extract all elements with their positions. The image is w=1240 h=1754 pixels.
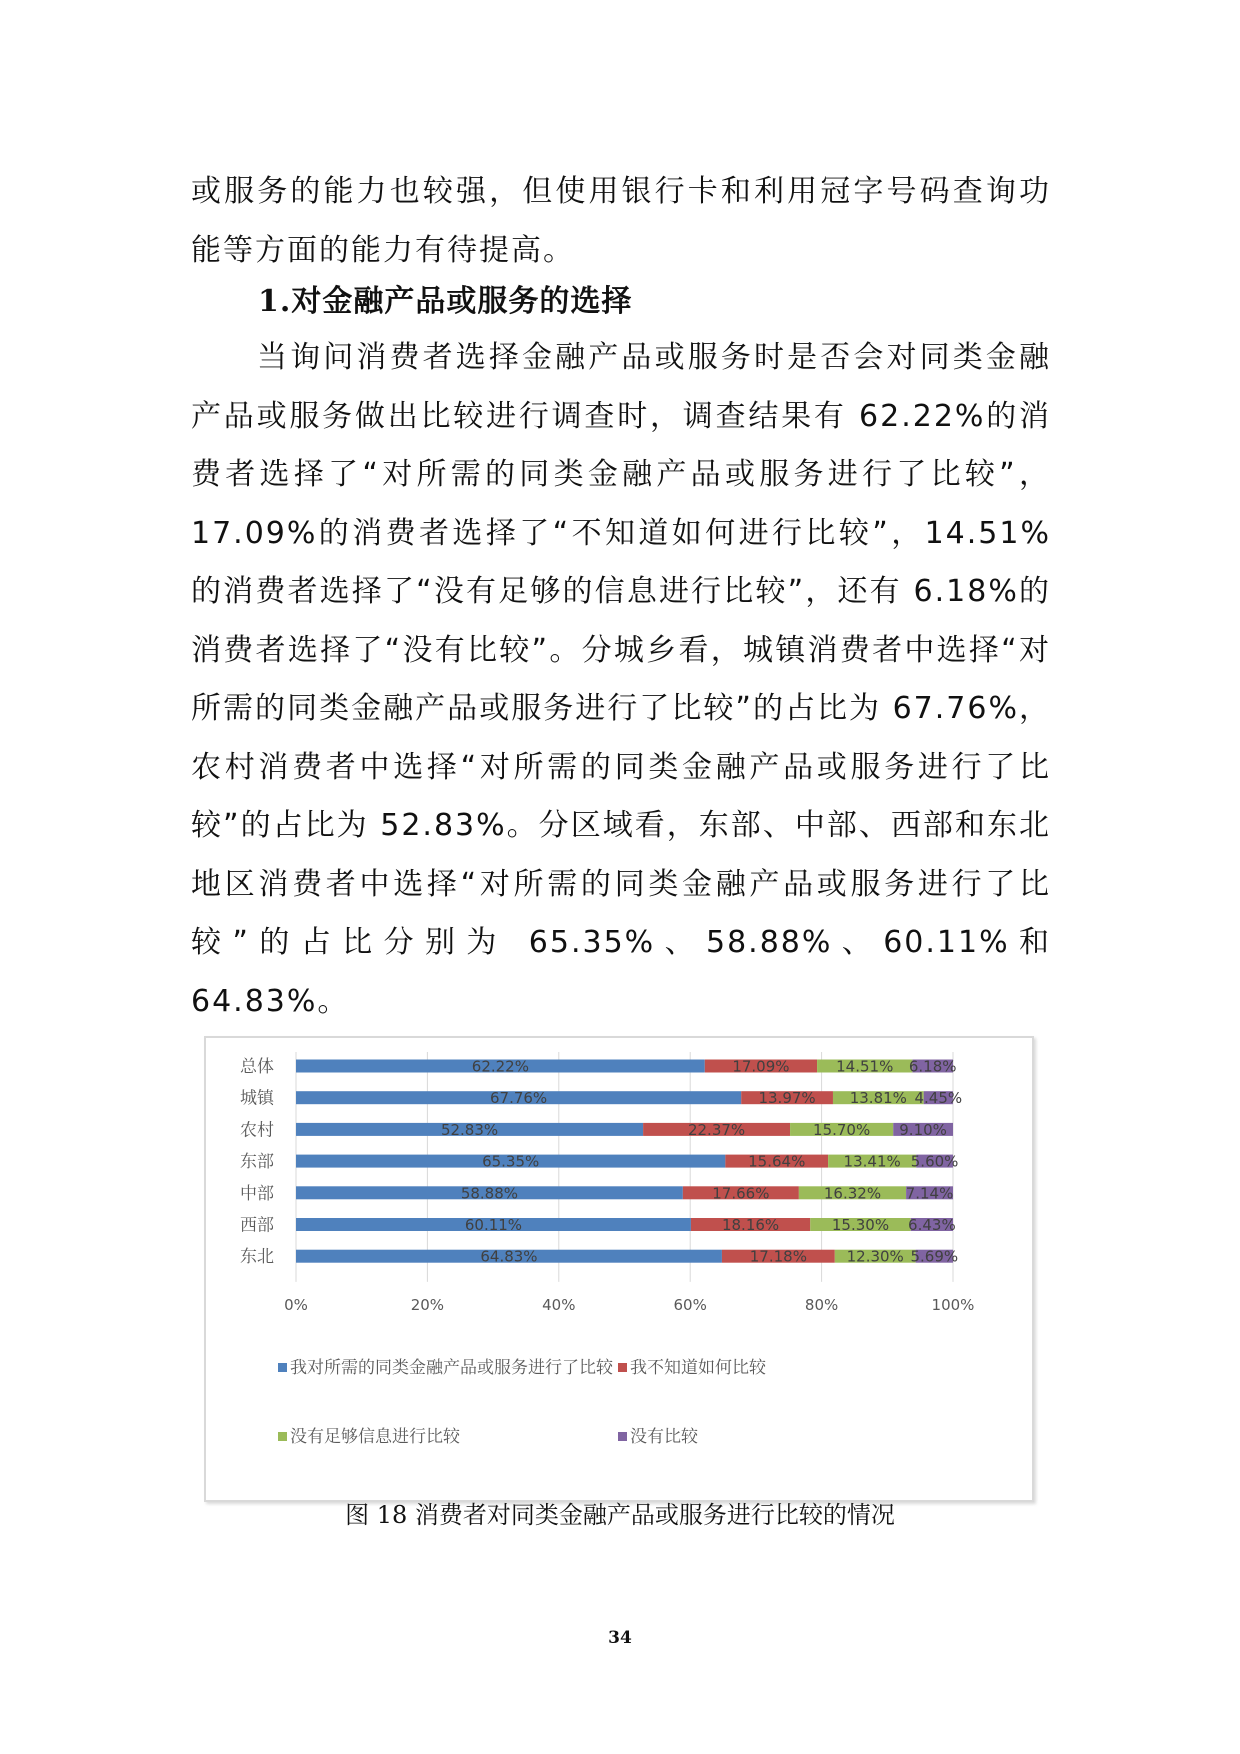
data-label: 16.32% — [823, 1184, 882, 1203]
data-label: 64.83% — [480, 1247, 538, 1266]
category-label: 东北 — [240, 1247, 274, 1268]
legend-label: 没有足够信息进行比较 — [290, 1427, 460, 1447]
chart-figure — [204, 1036, 1034, 1502]
legend-swatch — [278, 1432, 287, 1441]
legend-swatch — [278, 1363, 287, 1372]
data-label: 6.43% — [908, 1216, 956, 1234]
data-label: 22.37% — [687, 1120, 746, 1139]
category-label: 西部 — [240, 1215, 274, 1236]
x-tick-label: 60% — [673, 1295, 707, 1314]
data-label: 17.18% — [749, 1247, 807, 1266]
category-label: 总体 — [240, 1057, 274, 1077]
data-label: 18.16% — [721, 1216, 780, 1234]
data-label: 14.51% — [836, 1057, 894, 1076]
legend-label: 我不知道如何比较 — [630, 1358, 766, 1378]
data-label: 52.83% — [440, 1120, 499, 1139]
category-label: 农村 — [240, 1120, 274, 1141]
data-label: 12.30% — [846, 1247, 904, 1266]
page-number: 34 — [608, 1628, 632, 1648]
data-label: 13.81% — [849, 1089, 907, 1108]
data-label: 65.35% — [482, 1152, 540, 1171]
data-label: 13.41% — [843, 1152, 901, 1171]
stacked-bar-chart — [206, 1038, 1032, 1500]
data-label: 62.22% — [471, 1057, 529, 1076]
data-label: 17.66% — [712, 1184, 770, 1203]
x-tick-label: 20% — [410, 1295, 445, 1314]
legend-swatch — [618, 1363, 627, 1372]
data-label: 5.69% — [910, 1247, 959, 1266]
data-label: 15.70% — [813, 1120, 871, 1139]
data-label: 17.09% — [732, 1057, 790, 1076]
figure-caption — [0, 1497, 1240, 1533]
section-heading: 1.对金融产品或服务的选择 — [258, 284, 633, 319]
body-paragraph: 当询问消费者选择金融产品或服务时是否会对同类金融产品或服务做出比较进行调查时，调查结果有 62.22%的消费者选择了“对所需的同类金融产品或服务进行了比较”，17.09%的消费者选择了“不知道如何进行比较”，14.51%的消费者选择了“没有足够的信息进行比较”，还有 6.18%的消费者选择了“没有比较”。分城乡看，城镇消费者中选择“对所需的同类金融产品或服务进行了比较”的占比为 67.76%，农村消费者中选择“对所需的同类金融产品或服务进行了比较”的占比为 52.83%。分区域看，东部、中部、西部和东北地区消费者中选择“对所需的同类金融产品或服务进行了比较”的占比分别为 65.35%、58.88%、60.11%和 64.83%。 — [191, 340, 1051, 1019]
data-label: 13.97% — [758, 1089, 816, 1108]
figure-title: 消费者对同类金融产品或服务进行比较的情况 — [414, 1501, 895, 1529]
data-label: 7.14% — [905, 1184, 954, 1203]
x-tick-label: 100% — [931, 1295, 975, 1314]
data-label: 5.60% — [910, 1152, 959, 1171]
figure-number: 图 18 — [345, 1501, 408, 1529]
data-label: 4.45% — [914, 1089, 963, 1108]
data-label: 60.11% — [464, 1216, 523, 1234]
x-tick-label: 0% — [284, 1295, 308, 1314]
legend-label: 我对所需的同类金融产品或服务进行了比较 — [290, 1358, 613, 1378]
data-label: 6.18% — [908, 1057, 957, 1076]
data-label: 67.76% — [489, 1089, 548, 1108]
data-label: 15.30% — [831, 1216, 890, 1234]
data-label: 9.10% — [899, 1120, 947, 1139]
legend-swatch — [618, 1432, 627, 1441]
category-label: 城镇 — [240, 1088, 274, 1109]
x-tick-label: 80% — [804, 1295, 839, 1314]
category-label: 中部 — [240, 1183, 274, 1204]
x-tick-label: 40% — [542, 1295, 576, 1314]
data-label: 58.88% — [460, 1184, 519, 1203]
data-label: 15.64% — [748, 1152, 806, 1171]
category-label: 东部 — [240, 1152, 274, 1173]
intro-paragraph: 或服务的能力也较强，但使用银行卡和利用冠字号码查询功能等方面的能力有待提高。 — [191, 174, 1051, 268]
legend-label: 没有比较 — [630, 1427, 698, 1447]
